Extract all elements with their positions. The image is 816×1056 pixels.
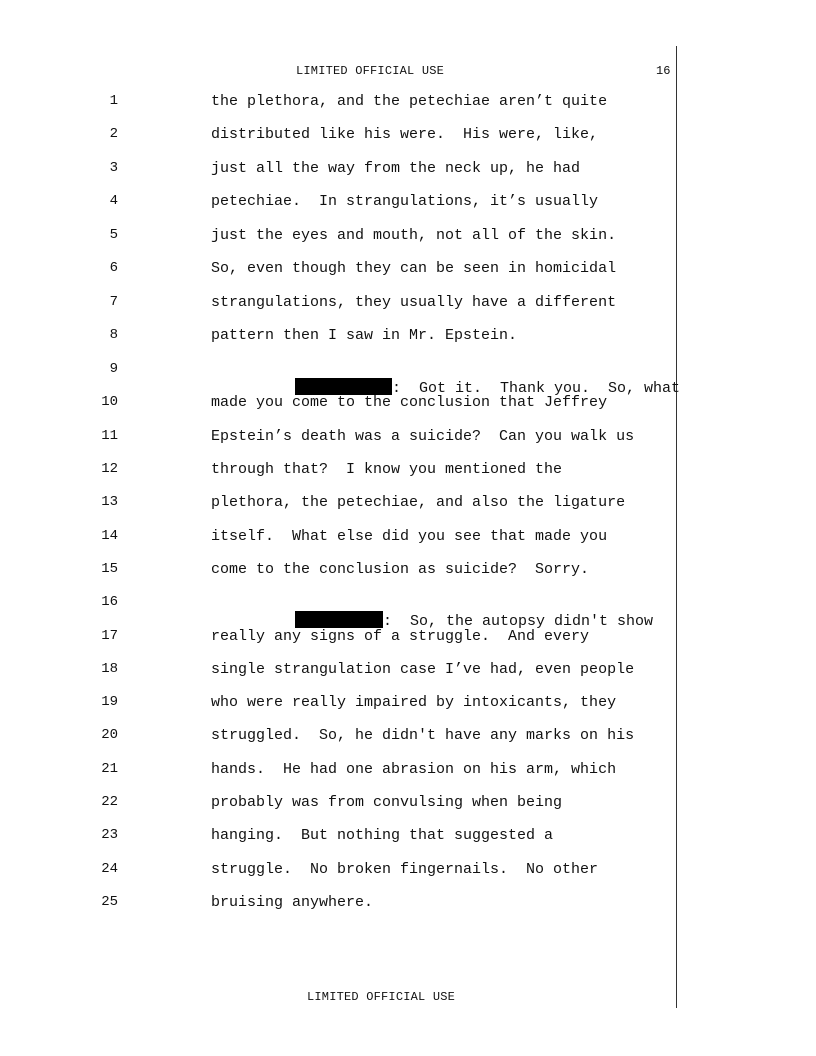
transcript-line: hanging. But nothing that suggested a <box>211 827 554 844</box>
line-number: 2 <box>109 126 118 142</box>
line-number: 11 <box>101 428 118 444</box>
line-number: 18 <box>101 661 118 677</box>
transcript-line: made you come to the conclusion that Jeffrey <box>211 394 608 411</box>
line-number: 22 <box>101 794 118 810</box>
line-number: 17 <box>101 628 118 644</box>
transcript-line: bruising anywhere. <box>211 894 374 911</box>
line-number: 19 <box>101 694 118 710</box>
line-number: 24 <box>101 861 118 877</box>
transcript-line: itself. What else did you see that made you <box>211 528 608 545</box>
transcript-line: Epstein’s death was a suicide? Can you walk us <box>211 428 635 445</box>
transcript-line: through that? I know you mentioned the <box>211 461 563 478</box>
transcript-line: who were really impaired by intoxicants, they <box>211 694 617 711</box>
transcript-line: struggle. No broken fingernails. No other <box>211 861 599 878</box>
line-number: 25 <box>101 894 118 910</box>
line-number: 8 <box>109 327 118 343</box>
line-number: 12 <box>101 461 118 477</box>
line-text-after-redaction: : Got it. Thank you. So, what <box>392 380 681 397</box>
line-number: 15 <box>101 561 118 577</box>
line-number: 6 <box>109 260 118 276</box>
transcript-line: strangulations, they usually have a different <box>211 294 617 311</box>
line-number: 16 <box>101 594 118 610</box>
line-number: 13 <box>101 494 118 510</box>
line-number: 4 <box>109 193 118 209</box>
transcript-line: plethora, the petechiae, and also the ligature <box>211 494 626 511</box>
line-number: 10 <box>101 394 118 410</box>
line-number: 20 <box>101 727 118 743</box>
line-number: 5 <box>109 227 118 243</box>
line-number: 14 <box>101 528 118 544</box>
line-number: 7 <box>109 294 118 310</box>
transcript-line: single strangulation case I’ve had, even people <box>211 661 635 678</box>
transcript-line: So, even though they can be seen in homicidal <box>211 260 617 277</box>
transcript-line: struggled. So, he didn't have any marks on his <box>211 727 635 744</box>
page-footer-label: LIMITED OFFICIAL USE <box>307 990 456 1004</box>
page-number: 16 <box>656 64 671 78</box>
transcript-line: distributed like his were. His were, like, <box>211 126 599 143</box>
transcript-line: hands. He had one abrasion on his arm, which <box>211 761 617 778</box>
line-text-after-redaction: : So, the autopsy didn't show <box>383 613 654 630</box>
line-number: 3 <box>109 160 118 176</box>
transcript-line: petechiae. In strangulations, it’s usually <box>211 193 599 210</box>
transcript-line: the plethora, and the petechiae aren’t quite <box>211 93 608 110</box>
speaker-redaction <box>295 611 383 628</box>
transcript-line: just all the way from the neck up, he had <box>211 160 581 177</box>
transcript-line: probably was from convulsing when being <box>211 794 563 811</box>
transcript-line: really any signs of a struggle. And every <box>211 628 590 645</box>
line-number: 9 <box>109 361 118 377</box>
transcript-line: just the eyes and mouth, not all of the skin. <box>211 227 617 244</box>
line-number: 21 <box>101 761 118 777</box>
page-header-label: LIMITED OFFICIAL USE <box>296 64 445 78</box>
speaker-redaction <box>295 378 392 395</box>
transcript-line: pattern then I saw in Mr. Epstein. <box>211 327 518 344</box>
transcript-line: come to the conclusion as suicide? Sorry. <box>211 561 590 578</box>
right-margin-rule <box>676 46 677 1008</box>
line-number: 23 <box>101 827 118 843</box>
line-number: 1 <box>109 93 118 109</box>
